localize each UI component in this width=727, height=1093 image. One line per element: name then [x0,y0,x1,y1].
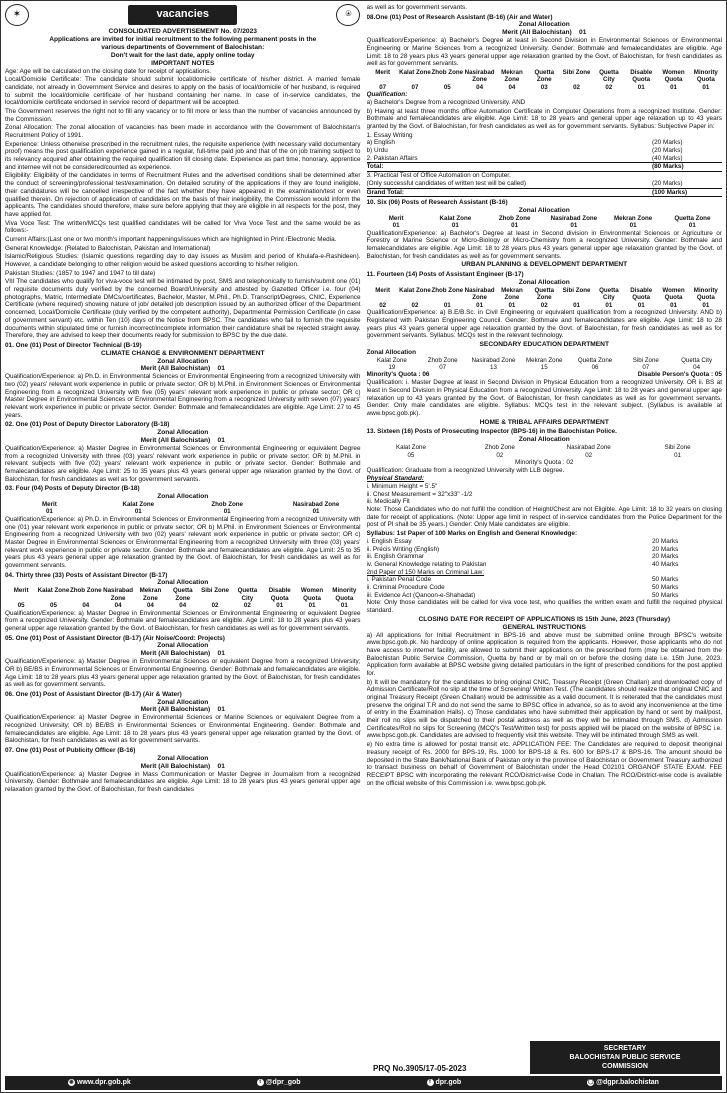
paper1-row: i. English Essay 20 Marks [366,537,679,545]
marks-row: 2. Pakistan Affairs (40 Marks) [366,154,683,162]
merit-all: Merit (All Balochistan) 01 [140,650,225,658]
practical-marks: (Only successful candidates of written test will be called) (20 Marks) [366,179,683,187]
zonal-allocation: Zonal Allocation [518,21,570,29]
left-column [5,4,361,1064]
post-12-zones: Kalat Zone Zhob Zone Nasirabad Zone Mekran Zone Quetta Zone Sibi Zone Quetta City 19 07 13 15 06 07 04 [376,356,713,371]
closing-date: CLOSING DATE FOR RECEIPT OF APPLICATIONS IS 15th June, 2023 (Thursday) [418,615,671,623]
paper2-row: i. Pakistan Penal Code 50 Marks [366,576,679,584]
instruction-e: e) No extra time is allowed for postal transit etc. APPLICATION FEE: The Candidates are required to deposit theoriginal treasury receipt of Rs. 2000 for BPS-19, Rs. 1000 for BPS-18 & Rs. 600 for BPS-17 & BPS-16. The amount should be deposited in the State Bank/National Bank of Pakistan only in the province of Balochistan or Government Treasury authorized to transact business on behalf of Government of Balochistan under the Head C02101 ORGANOF STATE EXAM. FEE RECEIPT BPSC with incorporating the relevant RCO/District-wise Code in Challan. The RCO/District-wise code is available on the official website of this Commission i.e. www.bpsc.gob.pk. [366,741,722,787]
post-10-qualification: Qualification/Experience: a) Bachelor's Degree at least in Second division in Environmental Sciences or Agriculture or Forestry or Marine Science or Micro-Biology or Micro-Chemistry from a recognized University. Gender: Bothmale and femalecandidates are eligible. Age Limit: 18 to 28 years plus 43 years general upper age relaxation granted by the Govt. of Balochistan, for fresh candidates as well as for government servants. [366,229,722,260]
phys-item: iii. Medically Fit [366,498,410,506]
note-3: The Government reserves the right not to fill any vacancy or to fill more or less than the number of vacancies announced by the Commission. [5,107,361,123]
merit-all: Merit (All Balochistan) 01 [140,706,225,714]
instruction-b: b) It will be mandatory for the candidates to bring original CNIC, Treasury Receipt (Green Challan) and downloaded copy of Admission Certificate/Roll no slip at the time of Screening/ Written Test. (The candidates should realize that original CNIC and original Treasury Receipt (Green Challan) would be admissible as a valid document. It is reiterated that the candidates must preserve the original T.R and do not send the same to BPSC office in advance, so as to avoid any inconvenience at the time of entry in the Examination Halls). c) Those candidates who have submitted their application by hand or sent by mail/post, their roll no slips will be dispatched to their postal address as well as they will be intimated through SMS. d) Admission Certificates/Roll no slips for Screening (MCQ's Test/Written test) for posts applied will be placed on the website of BPSC i.e. www.bpsc.gob.pk. Candidates are advised to frequently visit this website. They will be intimated through SMS as well. [366,678,722,740]
post-13-minority: Minority's Quota : 02 [515,458,574,466]
right-column [367,4,723,1064]
note-5: Experience: Unless otherwise prescribed in the recruitment rules, the requisite experience (with necessary valid documentary proof) means the post qualification experience gained in a regular, full-time paid job and that of the on job training subject to its relevancy acquired after obtaining the required qualification till closing date. Experience as part time, honorary, apprentice and internee will not be considered/counted as experience. [5,140,361,171]
notes-title: IMPORTANT NOTES [151,59,215,67]
viva-2: General Knowledge: (Related to Balochistan, Pakistan and International) [5,244,211,252]
post-10-zones: Merit Kalat Zone Zhob Zone Nasirabad Zone Mekran Zone Quetta Zone 01 01 01 01 01 01 [388,214,711,230]
merit-all: Merit (All Balochistan) 01 [140,365,225,373]
note-8: VIII The candidates who qualify for viva-voce test will be intimated by post, SMS and telephonically to furnish/submit one (01) of requisite documents duly verified by the concerned Board/University and attested by Gazetted Officer i.e. four (04) photographs, Matric, Intermediate DMCs/certificates, Bachelor, Master, M.Phil., Ph.D. Transcript/Degrees, CNIC, Experience Certificate (where required) showing nature of job/ detailed job description issued by an authorized officer of the Department concerned, Local/Domicile Certificate (duly verified by the competent authority), Departmental Permission Certificate (in case of government servant) etc. within Ten (10) days of the Notice from BPSC. The candidates who fail to furnish the requisite documents within stipulated time or furnish incorrect/incomplete information their candidature shall be rejected straight away. Therefore, they are advised to keep their documents ready for submission to BPSC by the due date. [5,278,361,340]
merit-all: Merit (All Balochistan) 01 [140,437,225,445]
continuation-text: as well as for government servants. [366,4,468,11]
zonal-allocation: Zonal Allocation [518,279,570,286]
viva-3: Islamic/Religious Studies: (Islamic questions regarding day to day issues as Muslim and period of Khulafa-e-Rashideen). However, a candidate belonging to other religion would be asked questions according to his/her religion. [5,253,361,269]
intro-line-3: Don't wait for the last date, apply online today [110,51,255,59]
post-08-title: 08.One (01) Post of Research Assistant (B-16) (Air and Water) [366,13,553,21]
zonal-allocation: Zonal Allocation [157,754,209,762]
post-13-note: Note: Those Candidates who do not fulfill the condition of Height/Chest are not Eligible. Age Limit: 18 to 32 years on closing date for receipt of applications. (Note: Upper age limit in respect of in-service candidates from the Police Department for the post of PI shall be 35 years.) Gender: Only Male candidates are eligible. [366,506,722,529]
zonal-allocation: Zonal Allocation [518,206,570,214]
globe-icon: ◉ [69,1079,74,1086]
post-10-title: 10. Six (06) Posts of Research Assistant (B-16) [366,199,508,207]
post-04-title: 04. Thirty three (33) Posts of Assistant Director (B-17) [5,571,168,579]
post-12-zonal: Zonal Allocation [366,348,416,356]
post-13-qualification: Qualification: Graduate from a recognized University with LLB degree. [366,466,565,474]
viva-4: Pakistan Studies: (1857 to 1947 and 1947 to till date) [5,269,156,277]
post-11-qualification: Qualification/Experience: a) B.E/B.Sc. in Civil Engineering or equivalent qualification from a recognized University. AND b) Registered with Pakistan Engineering Council. Gender: Bothmale and femalecandidates are eligible. Age Limit: 18 to 28 years plus 43 years general upper age relaxation granted by the Govt. of Balochistan, for fresh candidates as well as for government servants. Syllabus: MCQs test in the relevant technology. [366,309,722,340]
post-12-qualification: Qualification: i. Master Degree at least in Second Division in Physical Education from a recognized University. OR ii. BS at least in Second Division in Physical Education from a recognized University. Age Limit: 18 to 28 years and general upper age relaxation up to 43 years granted by the Govt. of Balochistan, for fresh candidates as well as for government servants. Gender: Only male candidates are eligible. Syllabus: MCQs test in the relevant subject. (Syllabus is available at www.bpsc.gob.pk). [366,379,722,417]
marks-row: b) Urdu (20 Marks) [366,147,683,155]
twitter-link[interactable]: t @dpr_gob [257,1079,301,1087]
note-4: Zonal Allocation: The zonal allocation of vacancies has been made in accordance with the Government of Balochistan's Recruitment Policy of 1991. [5,124,361,140]
paper2-title: 2nd Paper of 150 Marks on Criminal Law: [366,568,485,576]
phys-item: i. Minimum Height = 5'.5" [366,483,438,490]
note-6: Eligibility: Eligibility of the candidates in terms of Recruitment Rules and the advertised conditions shall be determined after the conduct of screening/professional test/examination. On detailed scrutiny of the applications if they are found ineligible, their candidatures will be cancelled irrespective of the fact whether they have appeared in the examination/test or even qualified therein. On rejection of application of candidates on the basis of their ineligibility, the Commission would inform the applicants. The candidates should therefore, make sure before applying that they are eligible in all respects for the post, they have applied for. [5,172,361,218]
practical-test: 3. Practical Test of Office Automation on Computer. [366,172,511,180]
dept-climate: CLIMATE CHANGE & ENVIRONMENT DEPARTMENT [101,349,265,357]
zonal-allocation: Zonal Allocation [157,357,209,365]
zonal-allocation: Zonal Allocation [518,436,570,444]
post-03-zones: Merit Kalat Zone Zhob Zone Nasirabad Zone 01 01 01 01 [42,500,340,516]
sig-line-3: COMMISSION [602,1062,648,1070]
instagram-link[interactable]: ◯ @dgpr.balochistan [587,1078,659,1086]
balochistan-logo-icon: ✶ [5,4,29,26]
intro-line-1: Applications are invited for initial recruitment to the following permanent posts in the [49,35,317,43]
sig-line-2: BALOCHISTAN PUBLIC SERVICE [569,1053,681,1061]
signature-block [530,1041,720,1074]
phys-item: ii. Chest Measurement = 32"x33" -1/2 [366,490,473,498]
viva-1: Current Affairs:(Last one or two month's important happenings/issues which are highlighted in Print /Electronic Media. [5,235,337,243]
post-13-zones: Kalat Zone Zhob Zone Nasirabad Zone Sibi Zone 05 02 02 01 [395,444,691,459]
marks-row: 1. Essay Writing [366,131,413,139]
prq-number: PRQ No.3905/17-05-2023 [373,1064,467,1074]
post-12-quotas: Minority's Quota : 06 Disable Person's Quota : 05 [366,371,722,379]
marks-total: Total: (80 Marks) [367,162,723,172]
post-05-title: 05. One (01) Post of Assistant Director (B-17) (Air Noise/Coord: Projects) [5,634,225,642]
paper1-row: iii. English Grammar 20 Marks [366,553,679,561]
general-instructions-title: GENERAL INSTRUCTIONS [502,623,586,631]
note-7: Viva Voce Test: The written/MCQs test qualified candidates will be called for Viva Voce Test and the same would be as follows:- [5,219,361,235]
paper1-row: iv. General Knowledge relating to Pakistan 40 Marks [366,560,679,568]
website-link[interactable]: ◉ www.dpr.gob.pk [69,1078,131,1086]
vacancies-banner: vacancies [128,5,237,24]
marks-row: a) English (20 Marks) [366,139,683,147]
instagram-icon: ◯ [587,1079,594,1086]
post-05-qualification: Qualification/Experience: a) Master Degree in Environmental Sciences or equivalent Degree from a recognized University; OR b) BE/BS in Environmental Sciences or Environmental Engineering. Gender: Bothmale and femalecandidates are eligible. Age Limit: 18 to 28 years plus 43 years general upper age relaxation granted by the Govt. of Balochistan, for fresh candidates as well as for government servants. [5,658,361,689]
post-09-zones: Merit Kalat Zone Zhob Zone Nasirabad Zone Mekran Zone Quetta Zone Sibi Zone Quetta City Disable Quota Women Quota Minority Quota 07 07 05 04 04 03 02 02 01 01 01 [375,68,718,91]
twitter-icon: t [257,1079,264,1086]
sig-line-1: SECRETARY [603,1044,647,1052]
zonal-allocation: Zonal Allocation [157,642,209,650]
dept-secondary: SECONDARY EDUCATION DEPARTMENT [479,340,609,348]
facebook-link[interactable]: f dpr.gob [427,1079,462,1087]
post-11-title: 11. Fourteen (14) Posts of Assistant Engineer (B-17) [366,271,524,279]
social-bar [5,1076,722,1090]
zonal-allocation: Zonal Allocation [157,579,209,587]
post-09-qualification-title: Qualification: [366,91,408,99]
post-06-qualification: Qualification/Experience: a) Master Degree in Environmental Sciences or Marine Sciences or equivalent Degree from a recognized University; OR b) BE/BS in Environmental Sciences or Environmental Engineering. Gender: Bothmale and femalecandidates are eligible. Age Limit: 18 to 28 years plus 43 years general upper age relaxation granted by the Govt. of Balochistan, for fresh candidates as well as for government servants. [5,714,361,745]
intro-line-2: various departments of Government of Balochistan: [101,43,265,51]
post-11-zones: Merit Kalat Zone Zhob Zone Nasirabad Zone Mekran Zone Quetta Zone Sibi Zone Quetta City Disable Quota Women Quota Minority Quota 02 02 01 01 01 02 01 01 01 01 01 [375,286,718,309]
post-07-qualification: Qualification/Experience: a) Master Degree in Mass Communication or Master Degree in Journalism from a recognized University. Gender: Bothmale and femalecandidates are eligible. Age Limit: 18 to 28 years plus 43 years general upper age relaxation granted by the Govt. of Balochistan, for fresh candidates [5,770,361,793]
post-09-qual-a: a) Bachelor's Degree from a recognized University. AND [366,98,526,106]
dept-home: HOME & TRIBAL AFFAIRS DEPARTMENT [479,418,609,426]
dept-urban: URBAN PLANNING & DEVELOPMENT DEPARTMENT [461,261,628,269]
post-01-qualification: Qualification/Experience: a) Ph.D. in Environmental Sciences or Environmental Engineering from a recognized University with two (02) years' relevant work experience in public or private sector; OR b) M.Phil. in Environment Sciences or Environmental Engineering from a recognized University with five (05) years' relevant work experience in public or private sector; OR c) Master Degree in Environmental Sciences or Environmental Engineering from a recognized University with seven (07) years' relevant work experience in public or private sector. Gender: Bothmale and femalecandidates are eligible. Age Limit: 27 to 45 years. [5,373,361,419]
zonal-allocation: Zonal Allocation [157,493,209,501]
advertisement-number: CONSOLIDATED ADVERTISEMENT No. 07/2023 [108,28,257,35]
post-04-zones: Merit Kalat Zone Zhob Zone Nasirabad Zone Mekran Zone Quetta Zone Sibi Zone Quetta City Disable Quota Women Quota Minority Quota 05 05 04 04 04 04 02 02 01 01 01 [13,587,357,610]
note-1: Age: Age will be calculated on the closing date for receipt of applications. [5,67,212,75]
post-01-title: 01. One (01) Post of Director Technical (B-19) [5,341,142,349]
facebook-icon: f [427,1079,434,1086]
instruction-a: a) All applications for Initial Recruitment in BPS-16 and above must be submitted online through BPSC's website www.bpsc.gob.pk. No hardcopy of online application is required from the applicants. However, those applicants who do not have access to internet facility, are allowed to submit their applications on the prescribed form (may be obtained from the Balochistan Public Service Commission, Quetta by hand or by mail on or before the closing date i.e. 15th June, 2023. Application form available at BPSC website giving detailed particulars in the light of prescribed conditions for the post applied for. [366,631,722,677]
post-03-qualification: Qualification/Experience: a) Ph.D. in Environmental Sciences or Environmental Engineering from a recognized University with one (01) year relevant work experience in public or private sector; OR b) M.Phil. in Environment Sciences or Environmental Engineering from a recognized University with two (02) years' relevant work experience in public or private sector; OR c) Master Degree in Environmental Sciences or Environmental Engineering from a recognized University with three (03) years' relevant work experience in public or private sector. Gender: Bothmale and femalecandidates are eligible. Age Limit: 25 to 35 years plus 43 years general upper age relaxation granted by the Govt. of Balochistan, for fresh candidates as well as for government servants. [5,515,361,569]
post-13-only-note: Note: Only those candidates will be called for viva voce test, who qualifies the written exam and fulfill the required physical standard. [366,599,722,614]
post-02-qualification: Qualification/Experience: a) Master Degree in Environmental Sciences or Environmental Engineering or equivalent Degree from a recognized University with three (03) years' relevant work experience in public or private sector; OR b) M.Phil. in relevant subjects with five (02) years' relevant work experience in public or private sector. Gender: Bothmale and femalecandidates are eligible. Age Limit: 25 to 35 years plus 43 years general upper age relaxation granted by the Govt. of Balochistan, for fresh candidates as well as for government servants. [5,444,361,483]
merit-all: Merit (All Balochistan) 01 [140,762,225,770]
grand-total: Grand Total: (100 Marks) [367,188,723,198]
post-09-qual-b: b) Having at least three months office Automation Certificate in Computer Operations from a recognized Institute. Gender: Bothmale and femalecandidates are eligible. Age Limit: 18 to 28 years and general upper age relaxation up to 43 years granted by the Govt. of Balochistan, for fresh candidates as well as for government servants. Syllabus: Subjective Paper in: [366,107,722,130]
post-07-title: 07. One (01) Post of Publicity Officer (B-16) [5,747,136,755]
bpsc-logo-icon: ⍟ [336,4,360,26]
paper1-row: ii. Précis Writing (English) 20 Marks [366,545,679,553]
post-13-title: 13. Sixteen (16) Posts of Prosecuting Inspector (BPS-16) in the Balochistan Police. [366,428,617,436]
post-02-title: 02. One (01) Post of Deputy Director Laboratory (B-18) [5,421,170,429]
physical-standard: Physical Standard: [366,475,425,483]
post-08-qualification: Qualification/Experience: a) Bachelor's Degree at least in Second Division in Environmental Sciences or Environmental Engineering or Marine Sciences from a recognized University. Gender: Bothmale and femalecandidates are eligible. Age Limit: 18 to 28 years plus 43 years general upper age relaxation granted by the Govt. of Balochistan, for fresh candidates as well as for government servants. [366,37,722,68]
zonal-allocation: Zonal Allocation [157,429,209,437]
header [5,4,361,26]
note-2: Local/Domicile Certificate: The candidate should submit local/domicile certificate of his/her district. A married female candidate, not already in Government Service and desires to apply on the basis of local/domicile of her husband, is required to submit the local/domicile certificate of her husband containing her name. In case of in-service candidates, the local/domicile certificate endorsed in service record of department will be accepted. [5,76,361,107]
paper2-row: ii. Criminal Procedure Code 50 Marks [366,583,679,591]
zonal-allocation: Zonal Allocation [157,698,209,706]
post-03-title: 03. Four (04) Posts of Deputy Director (B-18) [5,485,140,493]
post-04-qualification: Qualification/Experience: a) Master Degree in Environmental Sciences or Environmental Engineering or equivalent Degree from a recognized University. Gender: Bothmale and femalecandidates are eligible. Age Limit: 18 to 28 years plus 43 years general upper age relaxation granted by the Govt. of Balochistan, for fresh candidates as well as for government servants. [5,609,361,632]
post-13-syllabus: Syllabus: 1st Paper of 100 Marks on English and General Knowledge: [366,530,578,538]
paper2-row: iii. Evidence Act (Qanoon-e-Shahadat) 50 Marks [366,591,679,599]
merit-all: Merit (All Balochistan) 01 [502,29,587,37]
post-06-title: 06. One (01) Post of Assistant Director (B-17) (Air & Water) [5,690,182,698]
